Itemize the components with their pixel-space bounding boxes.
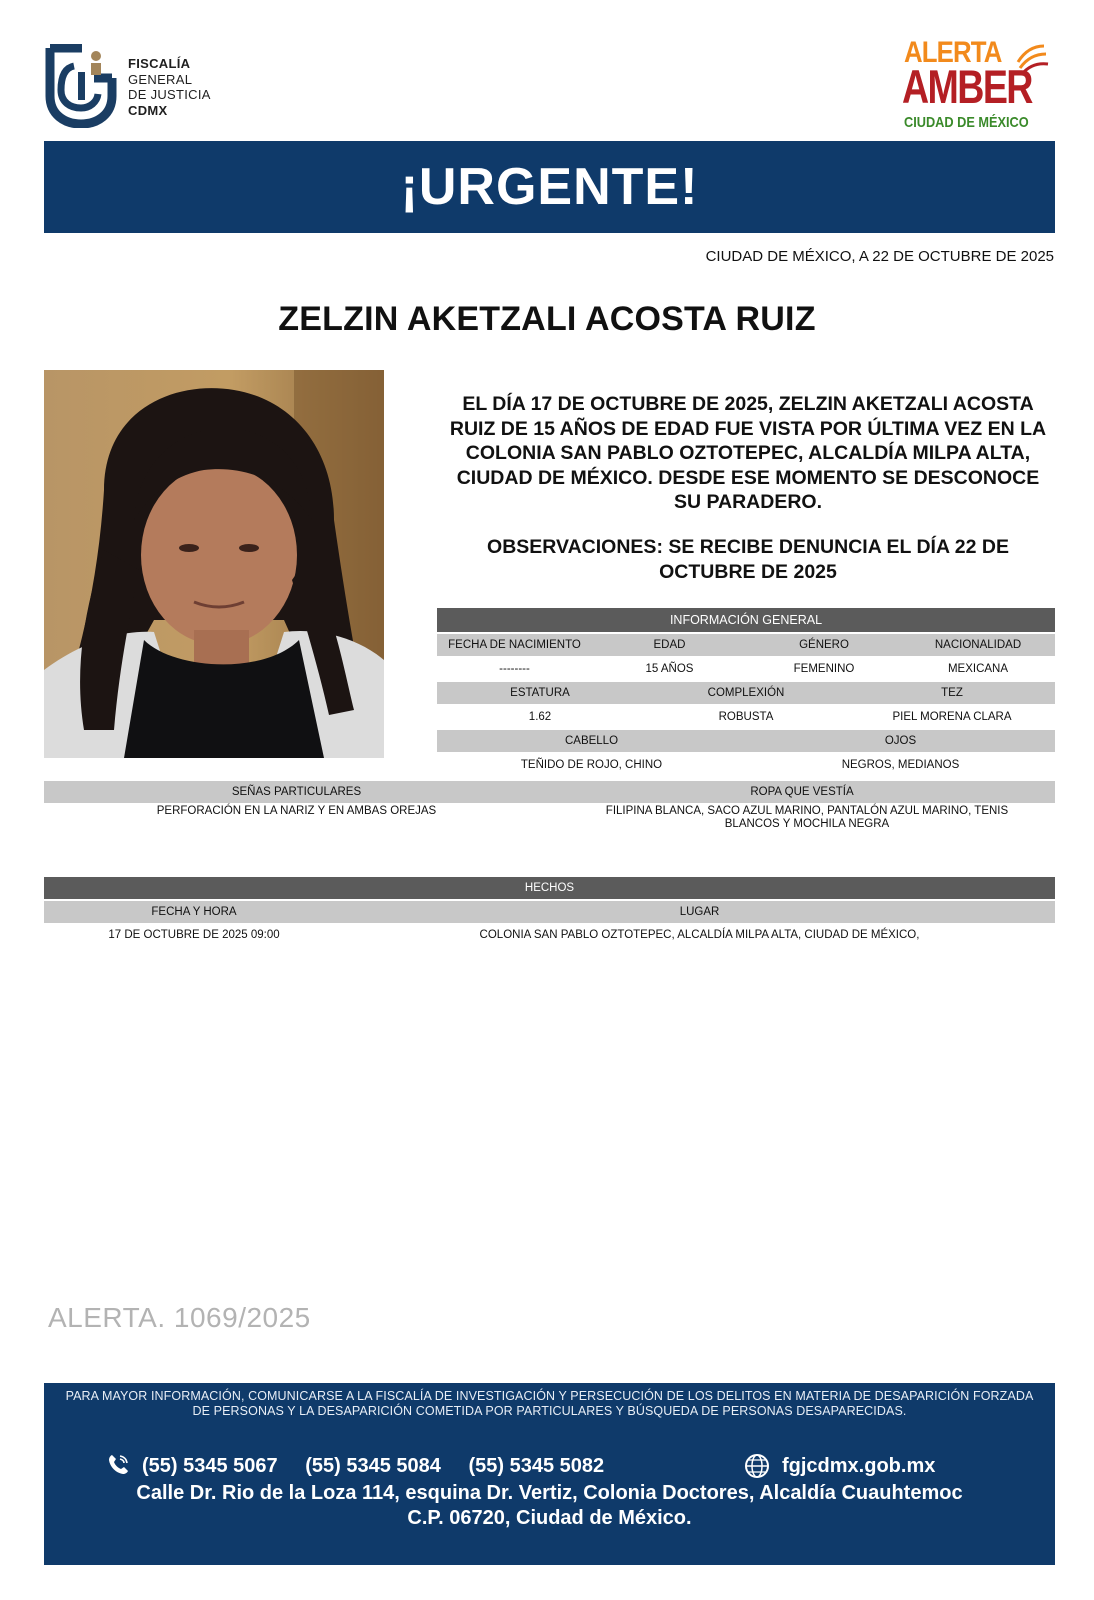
footer [44, 1383, 1055, 1565]
value-date-time: 17 DE OCTUBRE DE 2025 09:00 [108, 929, 280, 941]
observations: OBSERVACIONES: SE RECIBE DENUNCIA EL DÍA 22 DE OCTUBRE DE 2025 [487, 536, 1009, 583]
header-nationality: NACIONALIDAD [934, 639, 1022, 651]
value-place: COLONIA SAN PABLO OZTOTEPEC, ALCALDÍA MILPA ALTA, CIUDAD DE MÉXICO, [479, 929, 920, 941]
globe-icon [744, 1453, 770, 1479]
missing-person-name: ZELZIN AKETZALI ACOSTA RUIZ [278, 300, 816, 338]
phone-numbers [142, 1455, 626, 1478]
alert-number: ALERTA. 1069/2025 [48, 1302, 311, 1333]
value-build: ROBUSTA [718, 711, 774, 723]
footer-info-text: PARA MAYOR INFORMACIÓN, COMUNICARSE A LA FISCALÍA DE INVESTIGACIÓN Y PERSECUCIÓN DE LOS DELITOS EN MATERIA DE DESAPARICIÓN FORZADA DE PERSONAS Y LA DESAPARICIÓN COMETIDA POR PARTICULARES Y BÚSQUEDA DE PERSONAS DESAPARECIDAS. [65, 1389, 1034, 1418]
date-line: CIUDAD DE MÉXICO, A 22 DE OCTUBRE DE 2025 [705, 248, 1054, 265]
header-birthdate: FECHA DE NACIMIENTO [448, 639, 581, 651]
amber-logo-top: ALERTA [904, 36, 1002, 69]
institution-name [128, 56, 211, 118]
header-hair: CABELLO [564, 735, 619, 747]
value-nationality: MEXICANA [947, 663, 1009, 675]
facts-title: HECHOS [524, 882, 575, 894]
header-place: LUGAR [679, 906, 720, 918]
header-distinguishing-marks: SEÑAS PARTICULARES [231, 786, 362, 798]
amber-alert-logo [900, 38, 1048, 134]
fgj-logo [44, 44, 219, 128]
header-gender: GÉNERO [799, 639, 849, 651]
table-row [437, 730, 1055, 752]
phone-icon [106, 1453, 130, 1477]
value-distinguishing-marks: PERFORACIÓN EN LA NARIZ Y EN AMBAS OREJAS [156, 805, 437, 817]
facts-title-row [44, 877, 1055, 899]
missing-person-photo [44, 370, 384, 758]
institution-line-4: CDMX [128, 102, 168, 118]
address-line-2: C.P. 06720, Ciudad de México. [407, 1507, 692, 1529]
amber-logo-bottom: CIUDAD DE MÉXICO [904, 114, 1029, 131]
portrait-image [44, 370, 384, 758]
table-row [44, 925, 1055, 945]
header-eyes: OJOS [884, 735, 917, 747]
header-date-time: FECHA Y HORA [151, 906, 237, 918]
value-complexion: PIEL MORENA CLARA [892, 711, 1012, 723]
general-info-title-row [437, 608, 1055, 632]
institution-line-1: FISCALÍA [128, 56, 191, 71]
value-height: 1.62 [528, 711, 552, 723]
table-row [437, 754, 1055, 776]
table-row [437, 634, 1055, 656]
address [44, 1481, 1055, 1531]
table-row [437, 682, 1055, 704]
table-row [437, 658, 1055, 680]
value-birthdate: -------- [499, 663, 530, 675]
fgj-emblem-icon [44, 44, 118, 128]
phone-number-3[interactable]: (55) 5345 5082 [468, 1455, 605, 1477]
table-row [44, 781, 1055, 803]
value-gender: FEMENINO [793, 663, 855, 675]
phone-number-1[interactable]: (55) 5345 5067 [142, 1455, 278, 1477]
footer-contact-row [44, 1453, 1055, 1481]
institution-line-2: GENERAL [128, 71, 193, 87]
table-row [44, 805, 1055, 835]
value-clothing: FILIPINA BLANCA, SACO AZUL MARINO, PANTALÓN AZUL MARINO, TENIS BLANCOS Y MOCHILA NEGRA [605, 805, 1009, 830]
header-build: COMPLEXIÓN [707, 687, 785, 699]
website-link[interactable]: fgjcdmx.gob.mx [782, 1455, 936, 1477]
header-height: ESTATURA [510, 687, 570, 699]
address-line-1: Calle Dr. Rio de la Loza 114, esquina Dr. Vertiz, Colonia Doctores, Alcaldía Cuauhtemoc [136, 1482, 963, 1504]
amber-logo-middle: AMBER [902, 60, 1032, 113]
value-eyes: NEGROS, MEDIANOS [841, 759, 960, 771]
header-clothing: ROPA QUE VESTÍA [750, 786, 854, 798]
institution-line-3: DE JUSTICIA [128, 87, 211, 102]
value-age: 15 AÑOS [645, 663, 694, 675]
value-hair: TEÑIDO DE ROJO, CHINO [520, 759, 663, 771]
disappearance-description: EL DÍA 17 DE OCTUBRE DE 2025, ZELZIN AKETZALI ACOSTA RUIZ DE 15 AÑOS DE EDAD FUE VISTA POR ÚLTIMA VEZ EN LA COLONIA SAN PABLO OZTOTEPEC, ALCALDÍA MILPA ALTA, CIUDAD DE MÉXICO. DESDE ESE MOMENTO SE DESCONOCE SU PARADERO. [449, 393, 1047, 513]
table-row [44, 901, 1055, 923]
urgent-banner: ¡URGENTE! [44, 141, 1055, 233]
table-row [437, 706, 1055, 728]
header-complexion: TEZ [941, 687, 963, 699]
phone-number-2[interactable]: (55) 5345 5084 [305, 1455, 441, 1477]
general-info-title: INFORMACIÓN GENERAL [669, 613, 823, 627]
header-age: EDAD [653, 639, 686, 651]
